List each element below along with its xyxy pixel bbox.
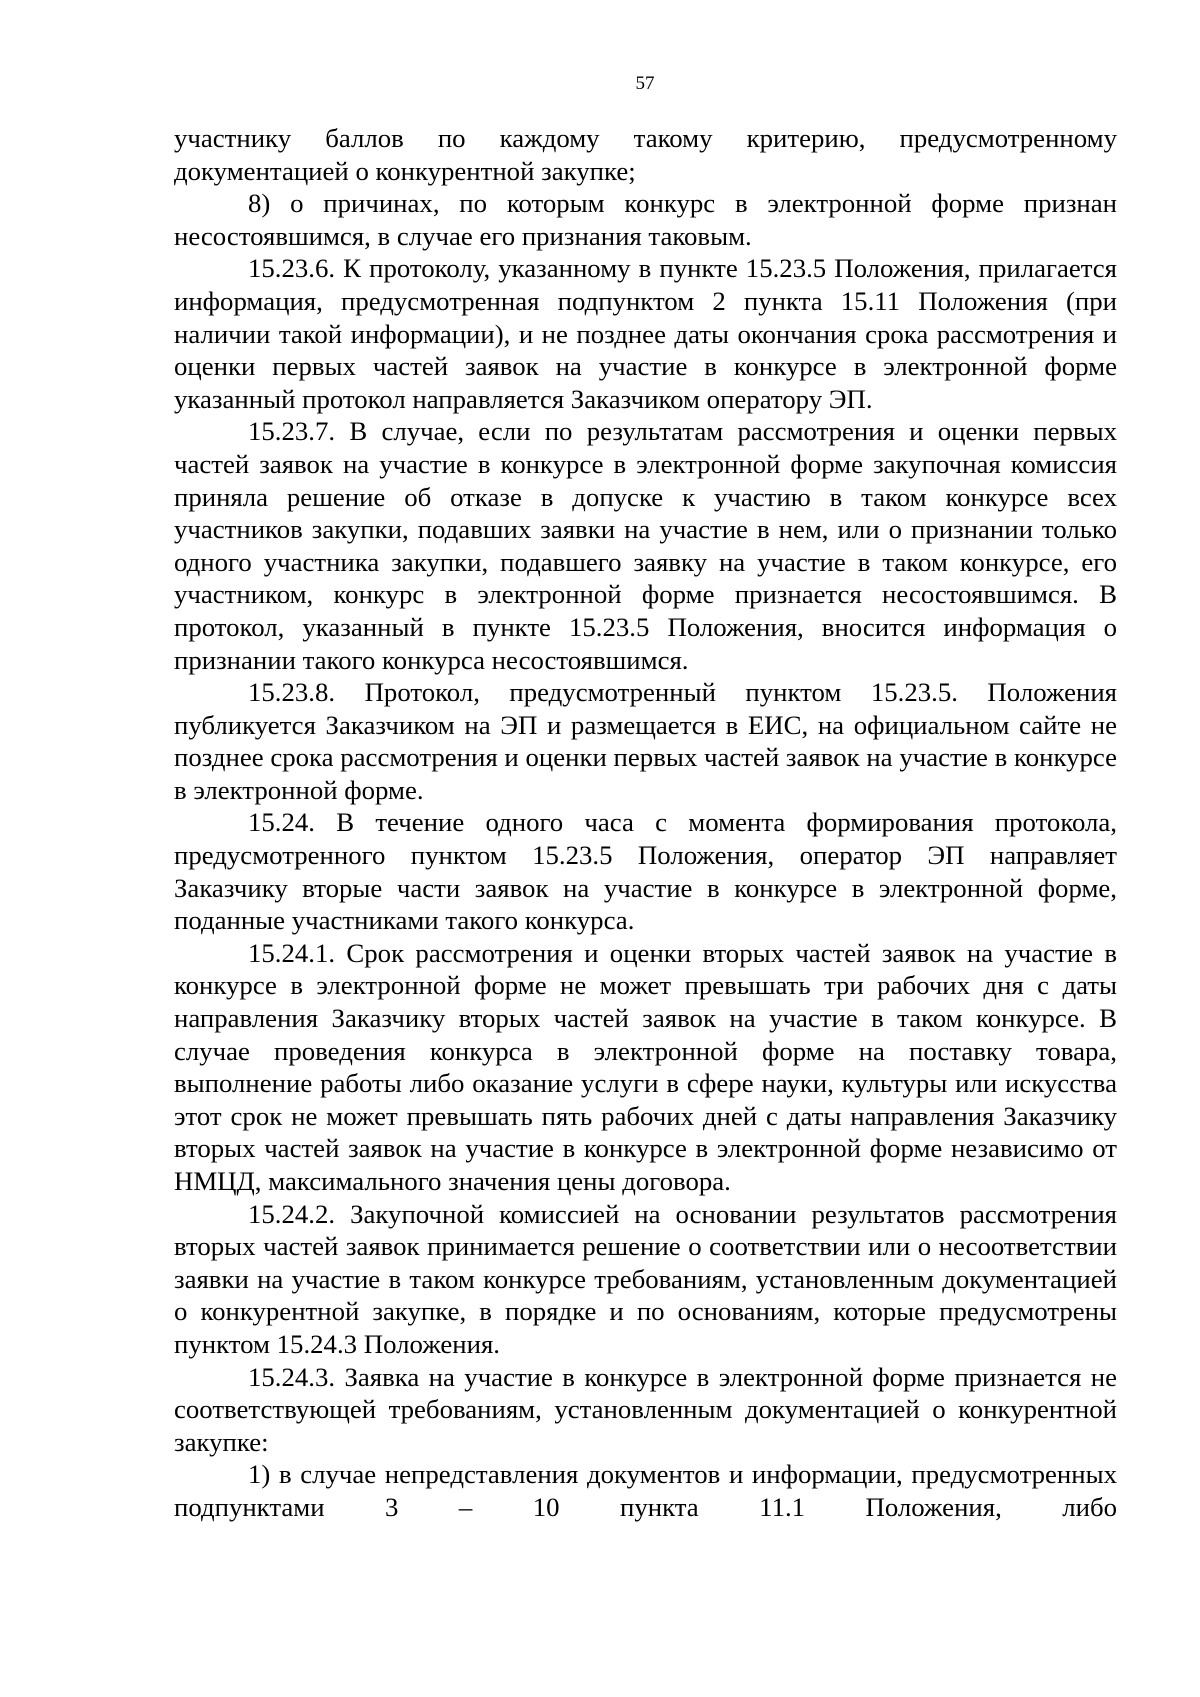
- paragraph-15-24-3: 15.24.3. Заявка на участие в конкурсе в электронной форме признается не соответствующей требованиям, установленным документацией о конкурентной закупке:: [174, 1361, 1117, 1457]
- paragraph-15-23-7: 15.23.7. В случае, если по результатам рассмотрения и оценки первых частей заявок на участие в конкурсе в электронной форме закупочная комиссия приняла решение об отказе в допуске к участию в таком конкурсе всех участников закупки, подавших заявки на участие в нем, или о признании только одного участника закупки, подавшего заявку на участие в таком конкурсе, его участником, конкурс в электронной форме признается несостоявшимся. В протокол, указанный в пункте 15.23.5 Положения, вносится информация о признании такого конкурса несостоявшимся.: [174, 416, 1117, 675]
- paragraph-15-23-8: 15.23.8. Протокол, предусмотренный пунктом 15.23.5. Положения публикуется Заказчиком на ЭП и размещается в ЕИС, на официальном сайте не позднее срока рассмотрения и оценки первых частей заявок на участие в конкурсе в электронной форме.: [174, 677, 1117, 805]
- document-body: [174, 122, 1117, 1524]
- paragraph-15-24-1: 15.24.1. Срок рассмотрения и оценки вторых частей заявок на участие в конкурсе в электронной форме не может превышать три рабочих дня с даты направления Заказчику вторых частей заявок на участие в таком конкурсе. В случае проведения конкурса в электронной форме на поставку товара, выполнение работы либо оказание услуги в сфере науки, культуры или искусства этот срок не может превышать пять рабочих дней с даты направления Заказчику вторых частей заявок на участие в конкурсе в электронной форме независимо от НМЦД, максимального значения цены договора.: [174, 937, 1117, 1196]
- paragraph-15-24-2: 15.24.2. Закупочной комиссией на основании результатов рассмотрения вторых частей заявок принимается решение о соответствии или о несоответствии заявки на участие в таком конкурсе требованиям, установленным документацией о конкурентной закупке, в порядке и по основаниям, которые предусмотрены пунктом 15.24.3 Положения.: [174, 1198, 1117, 1359]
- page-number: 57: [635, 73, 655, 94]
- paragraph-continuation: участнику баллов по каждому такому критерию, предусмотренному документацией о конкурентной закупке;: [174, 123, 1117, 186]
- paragraph-item-1: 1) в случае непредставления документов и информации, предусмотренных подпунктами 3 – 10 пункта 11.1 Положения, либо: [174, 1459, 1117, 1522]
- paragraph-item-8: 8) о причинах, по которым конкурс в электронной форме признан несостоявшимся, в случае его признания таковым.: [174, 188, 1117, 251]
- paragraph-15-24: 15.24. В течение одного часа с момента формирования протокола, предусмотренного пунктом 15.23.5 Положения, оператор ЭП направляет Заказчику вторые части заявок на участие в конкурсе в электронной форме, поданные участниками такого конкурса.: [174, 807, 1117, 936]
- paragraph-15-23-6: 15.23.6. К протоколу, указанному в пункте 15.23.5 Положения, прилагается информация, предусмотренная подпунктом 2 пункта 15.11 Положения (при наличии такой информации), и не позднее даты окончания срока рассмотрения и оценки первых частей заявок на участие в конкурсе в электронной форме указанный протокол направляется Заказчиком оператору ЭП.: [174, 253, 1117, 414]
